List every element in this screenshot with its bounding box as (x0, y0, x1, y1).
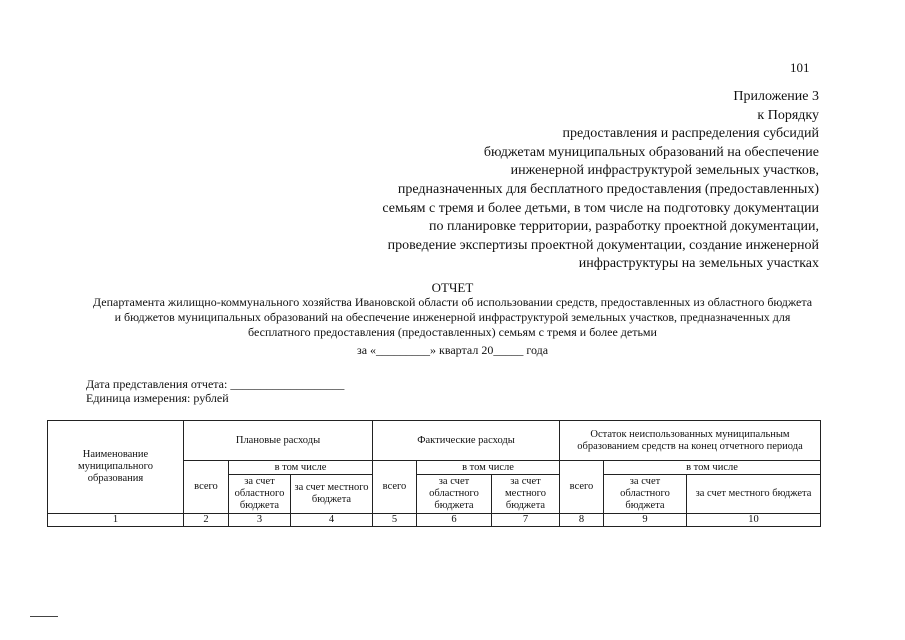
header-total: всего (184, 461, 229, 514)
report-period: за «_________» квартал 20_____ года (356, 343, 549, 357)
header-remainder: Остаток неиспользованных муниципальным образованием средств на конец отчетного периода (560, 421, 821, 461)
header-local: за счет местного бюджета (291, 475, 373, 514)
header-regional: за счет областного бюджета (229, 475, 291, 514)
header-including: в том числе (604, 461, 821, 475)
submission-date: Дата представления отчета: ___________________ (86, 377, 345, 391)
header-local: за счет местного бюджета (492, 475, 560, 514)
footnote-divider (30, 616, 58, 617)
header-planned: Плановые расходы (184, 421, 373, 461)
column-number: 2 (184, 514, 229, 527)
appendix-line: к Порядку (757, 107, 819, 123)
appendix-line: предназначенных для бесплатного предоставления (предоставленных) (397, 181, 819, 197)
header-including: в том числе (417, 461, 560, 475)
report-subtitle-line: бесплатного предоставления (предоставленных) семьям с тремя и более детьми (248, 325, 657, 339)
appendix-line: инфраструктуры на земельных участках (578, 256, 819, 272)
report-meta (86, 377, 344, 405)
header-regional: за счет областного бюджета (417, 475, 492, 514)
header-total: всего (373, 461, 417, 514)
column-number: 8 (560, 514, 604, 527)
header-including: в том числе (229, 461, 373, 475)
column-number-row (48, 514, 821, 527)
header-total: всего (560, 461, 604, 514)
column-number: 5 (373, 514, 417, 527)
header-municipality: Наименование муниципального образования (48, 421, 184, 514)
column-number: 10 (687, 514, 821, 527)
report-subtitle-line: и бюджетов муниципальных образований на обеспечение инженерной инфраструктурой земельных участков, предназначенных для (114, 310, 791, 324)
report-title-block (30, 280, 875, 340)
header-regional: за счет областного бюджета (604, 475, 687, 514)
column-number: 3 (229, 514, 291, 527)
report-title: ОТЧЕТ (431, 280, 474, 295)
appendix-line: предоставления и распределения субсидий (562, 126, 819, 142)
column-number: 1 (48, 514, 184, 527)
unit-of-measure: Единица измерения: рублей (86, 391, 229, 405)
appendix-line: Приложение 3 (733, 89, 819, 104)
page-number: 101 (790, 60, 810, 75)
column-number: 4 (291, 514, 373, 527)
appendix-header (299, 88, 819, 274)
appendix-line: по планировке территории, разработку проектной документации, (429, 219, 819, 235)
appendix-line: бюджетам муниципальных образований на обеспечение (483, 144, 819, 160)
appendix-line: семьям с тремя и более детьми, в том числе на подготовку документации (382, 200, 819, 216)
header-actual: Фактические расходы (373, 421, 560, 461)
report-table (47, 420, 821, 527)
column-number: 9 (604, 514, 687, 527)
column-number: 6 (417, 514, 492, 527)
appendix-line: инженерной инфраструктурой земельных участков, (510, 163, 819, 179)
report-subtitle-line: Департамента жилищно-коммунального хозяйства Ивановской области об использовании средств, предоставленных из областного бюджета (92, 295, 813, 309)
column-number: 7 (492, 514, 560, 527)
header-local: за счет местного бюджета (687, 475, 821, 514)
appendix-line: проведение экспертизы проектной документации, создание инженерной (387, 237, 819, 253)
